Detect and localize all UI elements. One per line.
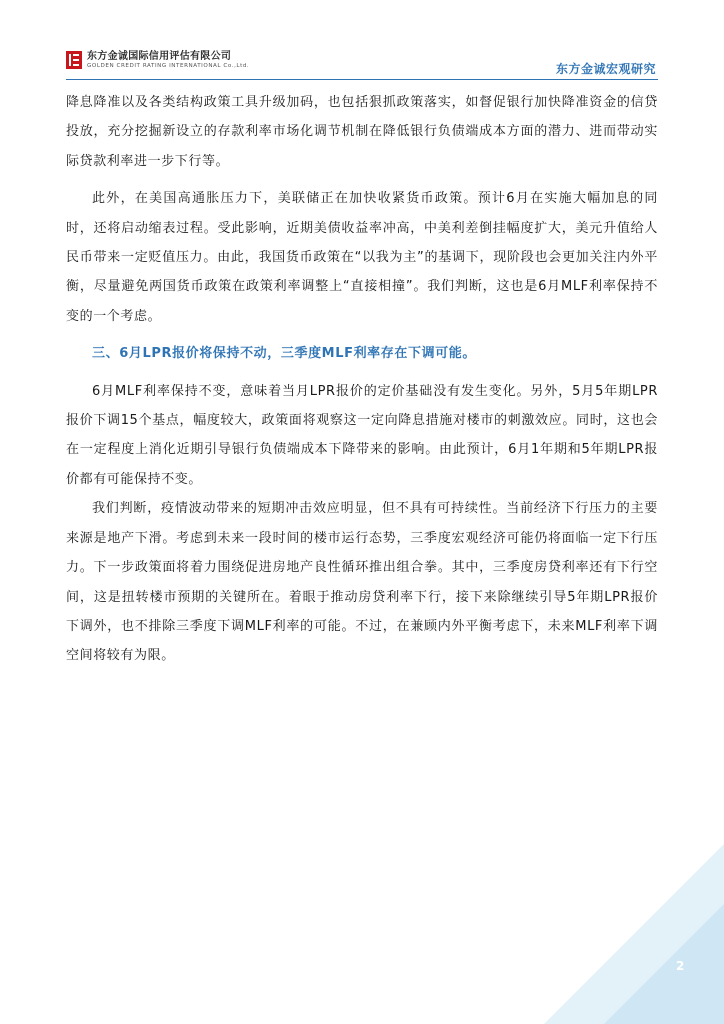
page-header — [66, 47, 658, 77]
company-name — [87, 51, 249, 70]
document-body — [66, 88, 658, 679]
paragraph-lpr-outlook: 6月MLF利率保持不变，意味着当月LPR报价的定价基础没有发生变化。另外，5月5年期LPR报价下调15个基点，幅度较大，政策面将观察这一定向降息措施对楼市的刺激效应。同时，这也会在一定程度上消化近期引导银行负债端成本下降带来的影响。由此预计，6月1年期和5年期LPR报价都有可能保持不变。 — [66, 383, 658, 487]
page-number: 2 — [676, 959, 685, 973]
report-series-title: 东方金诚宏观研究 — [555, 62, 656, 76]
header-divider — [66, 79, 658, 80]
paragraph-q3-outlook: 我们判断，疫情波动带来的短期冲击效应明显，但不具有可持续性。当前经济下行压力的主要来源是地产下滑。考虑到未来一段时间的楼市运行态势，三季度宏观经济可能仍将面临一定下行压力。下一步政策面将着力围绕促进房地产良性循环推出组合拳。其中，三季度房贷利率还有下行空间，这是扭转楼市预期的关键所在。着眼于推动房贷利率下行，接下来除继续引导5年期LPR报价下调外，也不排除三季度下调MLF利率的可能。不过，在兼顾内外平衡考虑下，未来MLF利率下调空间将较有为限。 — [66, 501, 658, 664]
section-heading-3: 三、6月LPR报价将保持不动，三季度MLF利率存在下调可能。 — [92, 346, 476, 362]
paragraph-continued: 降息降准以及各类结构政策工具升级加码，也包括狠抓政策落实，如督促银行加快降准资金的信贷投放，充分挖掘新设立的存款利率市场化调节机制在降低银行负债端成本方面的潜力、进而带动实际贷款利率进一步下行等。 — [66, 95, 658, 169]
company-logo-icon — [66, 51, 82, 69]
company-name-cn: 东方金诚国际信用评估有限公司 — [87, 51, 232, 62]
corner-decoration — [524, 824, 724, 1024]
company-name-en: GOLDEN CREDIT RATING INTERNATIONAL Co.,Ltd. — [87, 63, 250, 69]
paragraph-fed-tightening: 此外，在美国高通胀压力下，美联储正在加快收紧货币政策。预计6月在实施大幅加息的同时，还将启动缩表过程。受此影响，近期美债收益率冲高，中美利差倒挂幅度扩大，美元升值给人民币带来一定贬值压力。由此，我国货币政策在“以我为主”的基调下，现阶段也会更加关注内外平衡，尽量避免两国货币政策在政策利率调整上“直接相撞”。我们判断，这也是6月MLF利率保持不变的一个考虑。 — [66, 191, 658, 324]
